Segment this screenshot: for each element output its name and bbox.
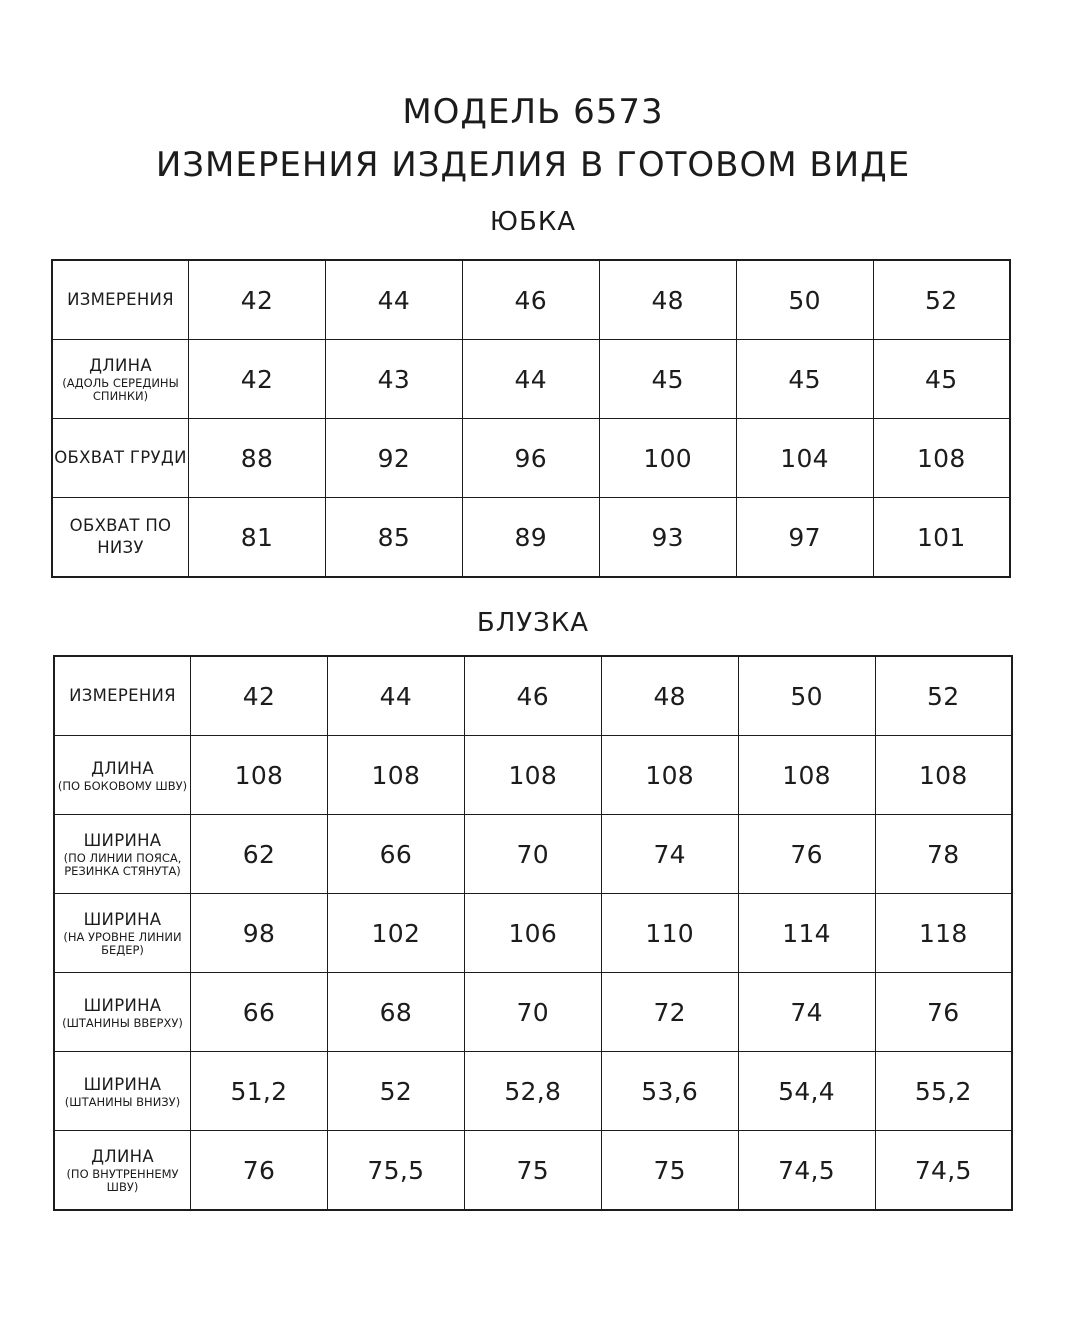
- value-cell: 52: [327, 1052, 464, 1131]
- blouse-section-title: БЛУЗКА: [476, 608, 590, 638]
- value-cell: 45: [873, 340, 1010, 419]
- value-cell: 75: [464, 1131, 601, 1211]
- table-row: [54, 1131, 1012, 1211]
- value-cell: 76: [875, 973, 1012, 1052]
- value-cell: 42: [191, 656, 328, 736]
- row-label-cell: [54, 656, 191, 736]
- row-label-cell: [54, 815, 191, 894]
- value-cell: 108: [601, 736, 738, 815]
- row-label: ШИРИНА: [83, 995, 162, 1015]
- value-cell: 66: [191, 973, 328, 1052]
- value-cell: 108: [327, 736, 464, 815]
- value-cell: 45: [599, 340, 736, 419]
- row-label-cell: [52, 419, 189, 498]
- value-cell: 106: [464, 894, 601, 973]
- row-sublabel: (ПО ЛИНИИ ПОЯСА, РЕЗИНКА СТЯНУТА): [63, 851, 182, 878]
- value-cell: 92: [325, 419, 462, 498]
- skirt-section-title: ЮБКА: [489, 207, 577, 237]
- value-cell: 74: [738, 973, 875, 1052]
- row-sublabel: (ШТАНИНЫ ВВЕРХУ): [62, 1015, 183, 1030]
- value-cell: 108: [873, 419, 1010, 498]
- value-cell: 76: [191, 1131, 328, 1211]
- row-label: ШИРИНА: [83, 1074, 162, 1094]
- value-cell: 108: [191, 736, 328, 815]
- row-sublabel: (АДОЛЬ СЕРЕДИНЫ СПИНКИ): [62, 376, 179, 403]
- row-label: ОБХВАТ ГРУДИ: [54, 448, 187, 467]
- value-cell: 44: [327, 656, 464, 736]
- row-label: ШИРИНА: [83, 910, 162, 929]
- value-cell: 45: [736, 340, 873, 419]
- skirt-size-table: [51, 259, 1011, 578]
- value-cell: 85: [325, 498, 462, 578]
- row-label: ИЗМЕРЕНИЯ: [69, 686, 176, 705]
- value-cell: 51,2: [191, 1052, 328, 1131]
- table-row: [52, 340, 1010, 419]
- row-label-cell: [52, 498, 189, 578]
- value-cell: 53,6: [601, 1052, 738, 1131]
- row-label-cell: [54, 736, 191, 815]
- row-label: ДЛИНА: [89, 356, 152, 375]
- row-label-cell: [52, 260, 189, 340]
- table-row: [54, 1052, 1012, 1131]
- value-cell: 66: [327, 815, 464, 894]
- value-cell: 97: [736, 498, 873, 578]
- value-cell: 42: [189, 340, 326, 419]
- value-cell: 101: [873, 498, 1010, 578]
- row-sublabel: (ШТАНИНЫ ВНИЗУ): [64, 1094, 181, 1109]
- value-cell: 89: [462, 498, 599, 578]
- value-cell: 74: [601, 815, 738, 894]
- value-cell: 75,5: [327, 1131, 464, 1211]
- row-label: ДЛИНА: [91, 1147, 154, 1166]
- model-title: МОДЕЛЬ 6573: [402, 92, 664, 132]
- table-row: [54, 656, 1012, 736]
- value-cell: 108: [464, 736, 601, 815]
- row-label-cell: [54, 973, 191, 1052]
- value-cell: 52: [875, 656, 1012, 736]
- value-cell: 46: [462, 260, 599, 340]
- value-cell: 75: [601, 1131, 738, 1211]
- value-cell: 52: [873, 260, 1010, 340]
- value-cell: 78: [875, 815, 1012, 894]
- row-label: ОБХВАТ ПО НИЗУ: [69, 516, 172, 557]
- row-label: ДЛИНА: [91, 758, 154, 778]
- value-cell: 110: [601, 894, 738, 973]
- value-cell: 102: [327, 894, 464, 973]
- value-cell: 48: [599, 260, 736, 340]
- value-cell: 52,8: [464, 1052, 601, 1131]
- value-cell: 100: [599, 419, 736, 498]
- value-cell: 54,4: [738, 1052, 875, 1131]
- value-cell: 108: [738, 736, 875, 815]
- value-cell: 96: [462, 419, 599, 498]
- value-cell: 43: [325, 340, 462, 419]
- row-label-cell: [52, 340, 189, 419]
- row-label-cell: [54, 894, 191, 973]
- value-cell: 70: [464, 973, 601, 1052]
- value-cell: 46: [464, 656, 601, 736]
- blouse-size-table: [53, 655, 1013, 1211]
- value-cell: 118: [875, 894, 1012, 973]
- row-label: ИЗМЕРЕНИЯ: [67, 290, 174, 309]
- value-cell: 76: [738, 815, 875, 894]
- table-row: [52, 419, 1010, 498]
- value-cell: 98: [191, 894, 328, 973]
- value-cell: 72: [601, 973, 738, 1052]
- table-row: [54, 815, 1012, 894]
- row-label-cell: [54, 1131, 191, 1211]
- row-label: ШИРИНА: [83, 831, 162, 850]
- value-cell: 44: [325, 260, 462, 340]
- table-row: [52, 260, 1010, 340]
- row-label-cell: [54, 1052, 191, 1131]
- value-cell: 55,2: [875, 1052, 1012, 1131]
- value-cell: 81: [189, 498, 326, 578]
- value-cell: 48: [601, 656, 738, 736]
- value-cell: 74,5: [738, 1131, 875, 1211]
- value-cell: 74,5: [875, 1131, 1012, 1211]
- value-cell: 108: [875, 736, 1012, 815]
- value-cell: 42: [189, 260, 326, 340]
- value-cell: 68: [327, 973, 464, 1052]
- row-sublabel: (ПО ВНУТРЕННЕМУ ШВУ): [66, 1167, 179, 1194]
- value-cell: 44: [462, 340, 599, 419]
- value-cell: 114: [738, 894, 875, 973]
- row-sublabel: (НА УРОВНЕ ЛИНИИ БЕДЕР): [63, 930, 182, 957]
- value-cell: 50: [736, 260, 873, 340]
- table-row: [54, 973, 1012, 1052]
- row-sublabel: (ПО БОКОВОМУ ШВУ): [57, 778, 188, 793]
- value-cell: 70: [464, 815, 601, 894]
- value-cell: 88: [189, 419, 326, 498]
- table-row: [52, 498, 1010, 578]
- value-cell: 93: [599, 498, 736, 578]
- page-title: ИЗМЕРЕНИЯ ИЗДЕЛИЯ В ГОТОВОМ ВИДЕ: [155, 145, 911, 185]
- table-row: [54, 736, 1012, 815]
- value-cell: 62: [191, 815, 328, 894]
- table-row: [54, 894, 1012, 973]
- value-cell: 104: [736, 419, 873, 498]
- value-cell: 50: [738, 656, 875, 736]
